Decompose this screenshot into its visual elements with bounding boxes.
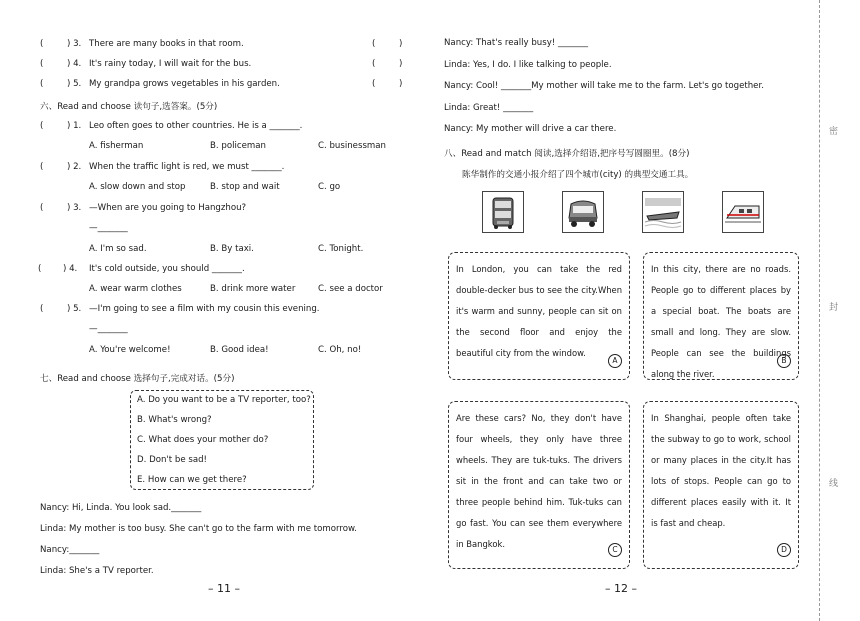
dialog-line: Linda: She's a TV reporter. xyxy=(40,566,154,576)
option-c: C. Tonight. xyxy=(318,244,364,254)
option-a: A. I'm so sad. xyxy=(89,244,147,254)
answer-paren-open: ( xyxy=(40,79,44,89)
option-c: C. go xyxy=(318,182,341,192)
choice-item: E. How can we get there? xyxy=(137,475,247,485)
page-number-right: – 12 – xyxy=(605,582,637,595)
choice-item: D. Don't be sad! xyxy=(137,455,207,465)
subway-train-icon xyxy=(722,191,764,233)
answer-paren-open: ( xyxy=(38,264,42,274)
answer-paren-open: ( xyxy=(40,59,44,69)
question-text: There are many books in that room. xyxy=(89,39,244,49)
question-text: —I'm going to see a film with my cousin this evening. xyxy=(89,304,320,314)
dialog-line: Linda: Great! _______ xyxy=(444,103,534,113)
sentence-choices-box xyxy=(130,390,314,490)
answer-circle: A xyxy=(608,354,622,368)
section-eight-title: 八、Read and match 阅读,选择介绍语,把序号写圆圈里。(8分) xyxy=(444,149,690,159)
side-char-3: 线 xyxy=(827,478,837,487)
question-number: ) 3. xyxy=(67,39,82,49)
question-text: It's rainy today, I will wait for the bus. xyxy=(89,59,252,69)
section-six-title: 六、Read and choose 读句子,选答案。(5分) xyxy=(40,102,218,112)
passage-box-a xyxy=(448,252,630,380)
choice-item: A. Do you want to be a TV reporter, too? xyxy=(137,395,311,405)
answer-line: —_______ xyxy=(89,324,128,334)
dialog-line: Nancy: Cool! _______My mother will take me to the farm. Let's go together. xyxy=(444,81,764,91)
choice-item: B. What's wrong? xyxy=(137,415,212,425)
question-number: ) 3. xyxy=(67,203,82,213)
option-b: B. drink more water xyxy=(210,284,296,294)
passage-box-c xyxy=(448,401,630,569)
answer-paren-open: ( xyxy=(40,304,44,314)
option-c: C. Oh, no! xyxy=(318,345,362,355)
answer-paren-open: ( xyxy=(40,203,44,213)
side-char-2: 封 xyxy=(827,302,837,311)
dialog-line: Nancy:_______ xyxy=(40,545,100,555)
option-c: C. businessman xyxy=(318,141,387,151)
question-number: ) 4. xyxy=(63,264,78,274)
answer-line: —_______ xyxy=(89,223,128,233)
side-char-1: 密 xyxy=(827,126,837,135)
tuk-tuk-icon xyxy=(562,191,604,233)
question-text: When the traffic light is red, we must _______. xyxy=(89,162,285,172)
question-text: It's cold outside, you should _______. xyxy=(89,264,245,274)
double-decker-bus-icon xyxy=(482,191,524,233)
question-number: ) 5. xyxy=(67,304,82,314)
section-seven-title: 七、Read and choose 选择句子,完成对话。(5分) xyxy=(40,374,235,384)
page-number-left: – 11 – xyxy=(208,582,240,595)
question-number: ) 2. xyxy=(67,162,82,172)
tf-bracket-open: ( xyxy=(372,79,376,89)
question-text: Leo often goes to other countries. He is a _______. xyxy=(89,121,303,131)
option-a: A. You're welcome! xyxy=(89,345,171,355)
question-number: ) 5. xyxy=(67,79,82,89)
passage-text: In Shanghai, people often take the subway to go to work, school or many places in the city.It has lots of stops. People can go to different places easily with it. It is fast and cheap. xyxy=(651,413,791,528)
tf-bracket-close: ) xyxy=(399,59,403,69)
option-b: B. By taxi. xyxy=(210,244,254,254)
tf-bracket-close: ) xyxy=(399,79,403,89)
choice-item: C. What does your mother do? xyxy=(137,435,269,445)
boat-icon xyxy=(642,191,684,233)
intro-text: 陈华制作的交通小报介绍了四个城市(city) 的典型交通工具。 xyxy=(462,170,694,180)
passage-box-b xyxy=(643,252,799,380)
passage-box-d xyxy=(643,401,799,569)
passage-text: In this city, there are no roads. People go to different places by a special boat. The boats are small and long. They are slow. People can see the buildings along the river. xyxy=(651,264,791,379)
question-text: My grandpa grows vegetables in his garden. xyxy=(89,79,280,89)
question-number: ) 4. xyxy=(67,59,82,69)
tf-bracket-open: ( xyxy=(372,59,376,69)
answer-paren-open: ( xyxy=(40,121,44,131)
binding-line xyxy=(819,0,820,621)
answer-circle: D xyxy=(777,543,791,557)
dialog-line: Nancy: My mother will drive a car there. xyxy=(444,124,617,134)
dialog-line: Nancy: That's really busy! _______ xyxy=(444,38,589,48)
tf-bracket-close: ) xyxy=(399,39,403,49)
option-a: A. wear warm clothes xyxy=(89,284,182,294)
option-b: B. stop and wait xyxy=(210,182,280,192)
question-number: ) 1. xyxy=(67,121,82,131)
option-c: C. see a doctor xyxy=(318,284,383,294)
option-a: A. slow down and stop xyxy=(89,182,186,192)
dialog-line: Linda: Yes, I do. I like talking to people. xyxy=(444,60,612,70)
answer-paren-open: ( xyxy=(40,162,44,172)
option-b: B. policeman xyxy=(210,141,266,151)
option-b: B. Good idea! xyxy=(210,345,269,355)
answer-circle: B xyxy=(777,354,791,368)
passage-text: In London, you can take the red double-decker bus to see the city.When it's warm and sunny, people can sit on the second floor and enjoy the beautiful city from the window. xyxy=(456,264,622,358)
answer-circle: C xyxy=(608,543,622,557)
dialog-line: Linda: My mother is too busy. She can't go to the farm with me tomorrow. xyxy=(40,524,357,534)
option-a: A. fisherman xyxy=(89,141,144,151)
passage-text: Are these cars? No, they don't have four wheels, they only have three wheels. They are tuk-tuks. The drivers sit in the front and can take two or three people behind him. Tuk-tuks can go fast. You can see them everywhere in Bangkok. xyxy=(456,413,622,549)
dialog-line: Nancy: Hi, Linda. You look sad._______ xyxy=(40,503,202,513)
question-text: —When are you going to Hangzhou? xyxy=(89,203,247,213)
tf-bracket-open: ( xyxy=(372,39,376,49)
answer-paren-open: ( xyxy=(40,39,44,49)
